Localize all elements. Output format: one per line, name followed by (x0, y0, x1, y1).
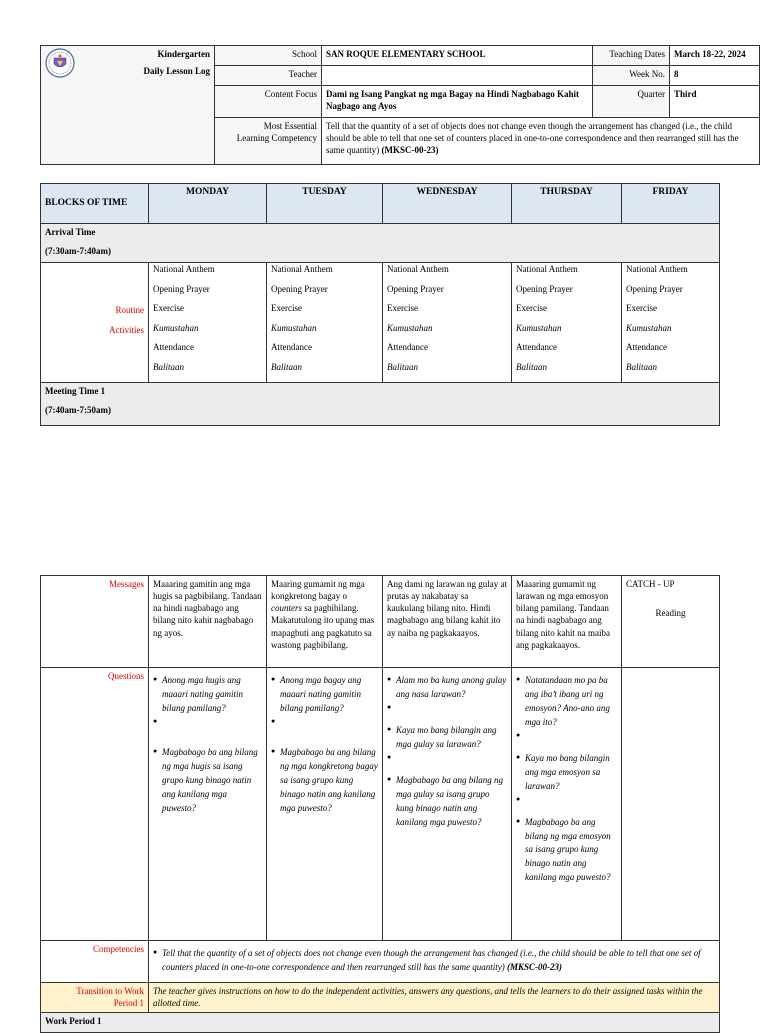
meeting-label: Meeting Time 1 (45, 386, 106, 396)
messages-label: Messages (41, 576, 149, 668)
transition-label-line2: Period 1 (113, 998, 144, 1009)
melc-text: Tell that the quantity of a set of objects does not change even though the arrangement has changed (i.e., the child should be able to tell that one set of counters placed in one-to-one correspondence and then rearranged still has the same quantity) (326, 121, 739, 156)
school-label: School (215, 46, 322, 66)
question-item: ● Magbabago ba ang bilang ng mga gulay sa isang grupo kung binago natin ang kanilang mga puwesto? (387, 774, 507, 830)
week-label: Week No. (593, 66, 670, 86)
doc-title-line1: Kindergarten (157, 49, 210, 59)
question-item: ● Anong mga hugis ang maaari nating gamitin bilang pamilang? (153, 674, 262, 716)
question-spacer (271, 716, 378, 746)
doc-title-line2: Daily Lesson Log (143, 66, 210, 77)
routine-item: Exercise (153, 303, 184, 313)
routine-item: Opening Prayer (626, 283, 683, 294)
content-focus-label: Content Focus (215, 86, 322, 118)
arrival-label: Arrival Time (45, 227, 96, 237)
competency-text: Tell that the quantity of a set of objects does not change even though the arrangement has changed (i.e., the child should be able to tell that one set of counters placed in one-to-one correspondence and then rearranged still has the same quantity) (162, 948, 701, 972)
lesson-table (40, 575, 720, 1033)
teaching-dates-label: Teaching Dates (593, 46, 670, 66)
question-spacer (153, 716, 262, 746)
routine-item: Balitaan (387, 361, 418, 372)
message-wednesday: Ang dami ng larawan ng gulay at prutas ay nakabatay sa kaukulang bilang nito. Hindi magbabago ang bilang kahit ito ay naiba ng pagkakaayos. (383, 576, 512, 668)
routine-item: National Anthem (516, 264, 578, 274)
question-spacer (387, 752, 507, 774)
routine-item: Opening Prayer (516, 283, 573, 294)
routine-item: Exercise (626, 303, 657, 313)
question-item: ● Magbabago ba ang bilang ng mga emosyon sa isang grupo kung binago natin ang kanilang mga puwesto? (516, 816, 617, 886)
melc-label-line2: Learning Competency (236, 133, 317, 144)
reading-label: Reading (655, 608, 686, 619)
melc-code: (MKSC-00-23) (381, 145, 439, 156)
arrival-time: (7:30am-7:40am) (45, 246, 111, 257)
question-item: ● Anong mga bagay ang maaari nating gamitin bilang pamilang? (271, 674, 378, 716)
routine-item: Balitaan (153, 361, 184, 372)
question-item: ● Natatandaan mo pa ba ang iba’t ibang uri ng emosyon? Ano-ano ang mga ito? (516, 674, 617, 730)
questions-monday (149, 668, 267, 941)
content-focus-value: Dami ng Isang Pangkat ng mga Bagay na Hindi Nagbabago Kahit Nagbago ang Ayos (322, 86, 593, 118)
question-item: ● Magbabago ba ang bilang ng mga hugis sa isang grupo kung binago natin ang kanilang mga puwesto? (153, 746, 262, 816)
routine-item: National Anthem (626, 264, 688, 274)
question-spacer (387, 702, 507, 724)
routine-item: Attendance (387, 342, 428, 352)
catch-up-label: CATCH - UP (626, 579, 675, 589)
competency-item (153, 947, 715, 975)
logo-cell (41, 46, 81, 165)
message-tuesday-counters: counters (271, 603, 302, 614)
routine-item: Attendance (271, 342, 312, 352)
schedule-table (40, 183, 720, 426)
message-monday: Maaaring gamitin ang mga hugis sa pagbibilang. Tandaan na hindi nagbabago ang bilang nito kahit nagbabago ng ayos. (149, 576, 267, 668)
week-value: 8 (670, 66, 760, 86)
transition-label-line1: Transition to Work (76, 986, 144, 996)
questions-wednesday (383, 668, 512, 941)
question-item: ● Alam mo ba kung anong gulay ang nasa larawan? (387, 674, 507, 702)
routine-friday (622, 263, 720, 383)
routine-item: Opening Prayer (387, 283, 444, 294)
message-tuesday-part1: Maaring gumamit ng mga kongkretong bagay o (271, 579, 365, 602)
day-wednesday: WEDNESDAY (383, 184, 512, 224)
work-period-row: Work Period 1 (41, 1013, 720, 1033)
question-spacer (516, 730, 617, 752)
school-value: SAN ROQUE ELEMENTARY SCHOOL (322, 46, 593, 66)
routine-tuesday (267, 263, 383, 383)
day-friday: FRIDAY (622, 184, 720, 224)
message-friday (622, 576, 720, 668)
day-monday: MONDAY (149, 184, 267, 224)
message-tuesday-part2: sa pagbibilang. Makatutulong ito upang mas mapagbuti ang pagkatuto sa wastong pagbibilang. (271, 603, 375, 650)
question-item: ● Magbabago ba ang bilang ng mga kongkretong bagay sa isang grupo kung binago natin ang kanilang mga puwesto? (271, 746, 378, 816)
question-item: ● Kaya mo bang bilangin ang mga emosyon sa larawan? (516, 752, 617, 794)
routine-item: Kumustahan (626, 322, 672, 333)
quarter-value: Third (670, 86, 760, 118)
melc-label (215, 118, 322, 165)
routine-label-line1: Routine (115, 305, 144, 315)
message-thursday: Maaaring gumamit ng larawan ng mga emosyon bilang pamilang. Tandaan na hindi nagbabago ang bilang nito kahit na maiba ang pagkakaayos. (512, 576, 622, 668)
routine-item: National Anthem (387, 264, 449, 274)
teacher-value (322, 66, 593, 86)
routine-item: National Anthem (271, 264, 333, 274)
message-tuesday (267, 576, 383, 668)
questions-thursday (512, 668, 622, 941)
transition-label (41, 983, 149, 1013)
meeting-time: (7:40am-7:50am) (45, 405, 111, 416)
competencies-label: Competencies (41, 941, 149, 983)
questions-tuesday (267, 668, 383, 941)
routine-item: Exercise (271, 303, 302, 313)
melc-value (322, 118, 760, 165)
routine-item: Balitaan (516, 361, 547, 372)
routine-item: Attendance (153, 342, 194, 352)
transition-text: The teacher gives instructions on how to do the independent activities, answers any questions, and tells the learners to do their assigned tasks within the allotted time. (149, 983, 720, 1013)
meeting-time-row (41, 383, 720, 426)
routine-item: Attendance (516, 342, 557, 352)
question-item: ● Kaya mo bang bilangin ang mga gulay sa larawan? (387, 724, 507, 752)
competency-code: (MKSC-00-23) (507, 961, 563, 972)
day-tuesday: TUESDAY (267, 184, 383, 224)
doc-title (81, 46, 215, 165)
routine-item: National Anthem (153, 264, 215, 274)
routine-item: Balitaan (271, 361, 302, 372)
teacher-label: Teacher (215, 66, 322, 86)
header-table (40, 45, 760, 165)
teaching-dates-value: March 18-22, 2024 (670, 46, 760, 66)
deped-seal-icon (45, 48, 75, 78)
routine-wednesday (383, 263, 512, 383)
routine-item: Kumustahan (387, 322, 433, 333)
routine-item: Exercise (387, 303, 418, 313)
melc-label-line1: Most Essential (263, 121, 317, 131)
questions-label: Questions (41, 668, 149, 941)
routine-item: Kumustahan (516, 322, 562, 333)
routine-label-line2: Activities (109, 324, 144, 335)
routine-item: Balitaan (626, 361, 657, 372)
quarter-label: Quarter (593, 86, 670, 118)
routine-monday (149, 263, 267, 383)
questions-friday (622, 668, 720, 941)
routine-item: Kumustahan (153, 322, 199, 333)
competency-cell (149, 941, 720, 983)
routine-label (41, 263, 149, 383)
question-spacer (516, 794, 617, 816)
routine-item: Attendance (626, 342, 667, 352)
day-thursday: THURSDAY (512, 184, 622, 224)
routine-item: Exercise (516, 303, 547, 313)
routine-item: Kumustahan (271, 322, 317, 333)
blocks-of-time-header: BLOCKS OF TIME (41, 184, 149, 224)
routine-item: Opening Prayer (271, 283, 328, 294)
routine-item: Opening Prayer (153, 283, 210, 294)
routine-thursday (512, 263, 622, 383)
arrival-time-row (41, 224, 720, 263)
